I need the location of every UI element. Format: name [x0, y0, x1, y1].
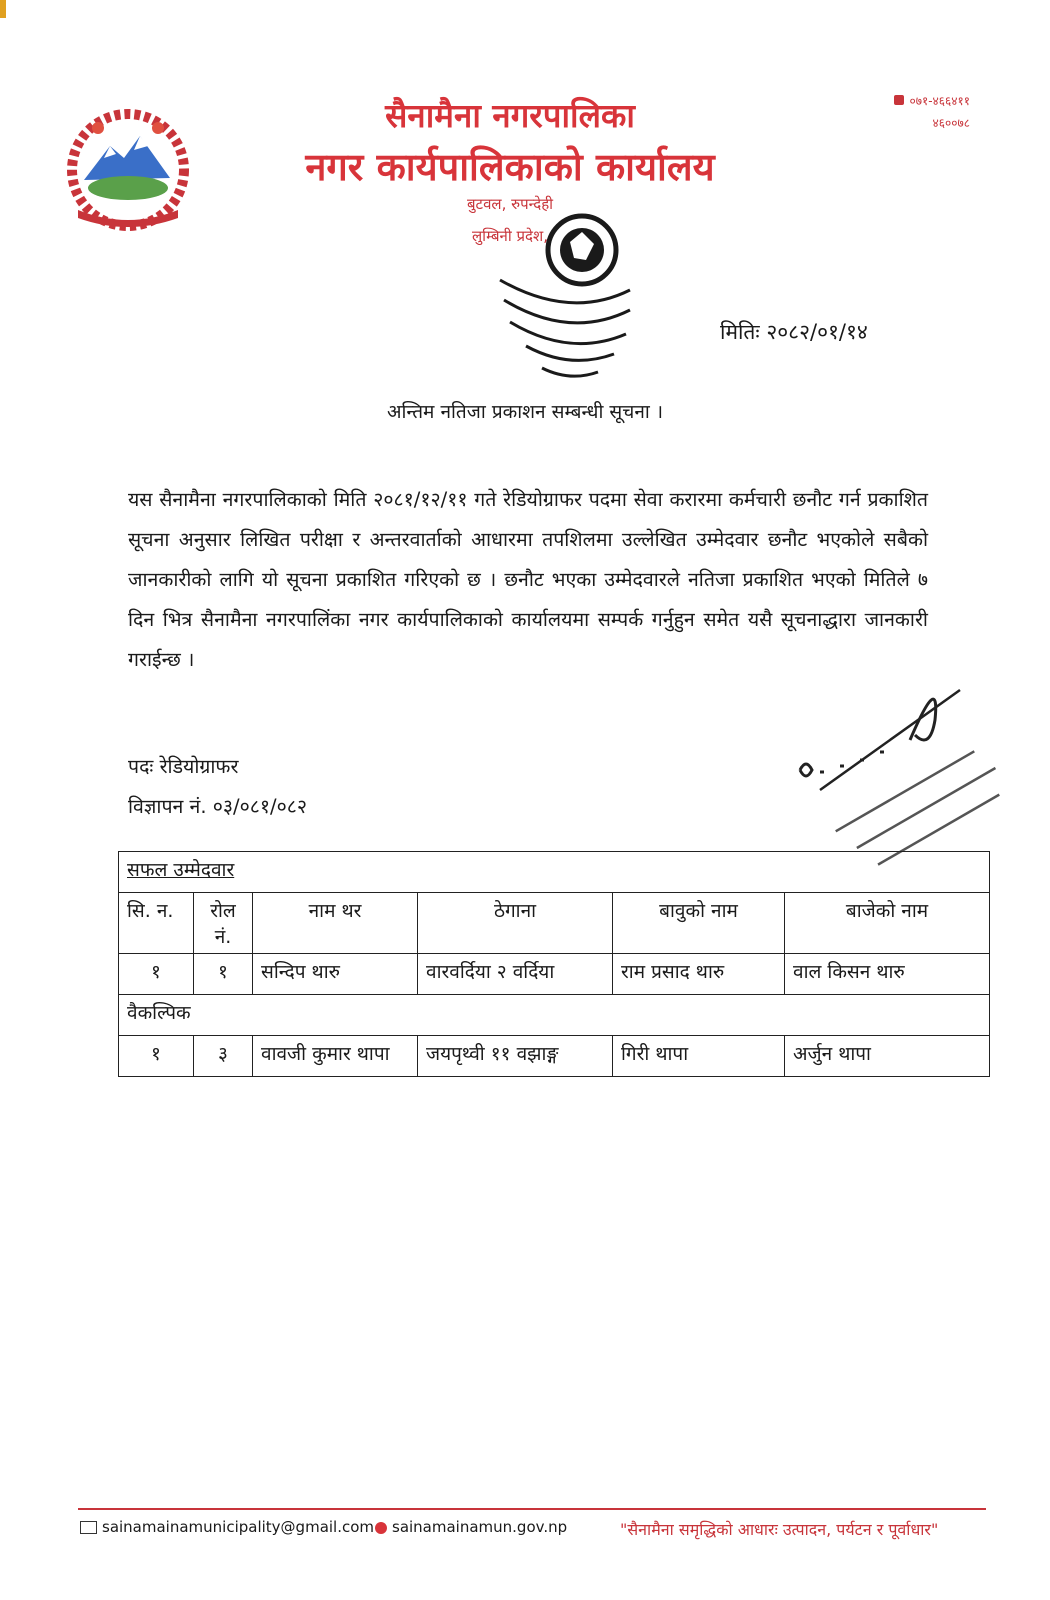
cell-grandfather-name: अर्जुन थापा [785, 1036, 990, 1077]
cell-address: जयपृथ्वी ११ वझाङ्ग [418, 1036, 613, 1077]
cell-grandfather-name: वाल किसन थारु [785, 954, 990, 995]
footer-slogan: "सैनामैना समृद्धिको आधारः उत्पादन, पर्यटन र पूर्वाधार" [620, 1520, 939, 1539]
post-name: पदः रेडियोग्राफर [128, 755, 239, 778]
phone-block [820, 90, 970, 134]
footer-divider [78, 1508, 986, 1510]
advertisement-number: विज्ञापन नं. ०३/०८१/०८२ [128, 795, 308, 818]
cell-name: सन्दिप थारु [253, 954, 418, 995]
header-serial: सि. न. [119, 893, 194, 954]
header-address: ठेगाना [418, 893, 613, 954]
success-title-text: सफल उम्मेदवार [127, 859, 235, 881]
office-name: नगर कार्यपालिकाको कार्यालय [305, 144, 715, 189]
globe-icon [375, 1522, 387, 1534]
phone-number-1: ०७१-४६६४११ [909, 94, 970, 108]
header-name: नाम थर [253, 893, 418, 954]
officer-signature [790, 680, 1000, 880]
alternate-section-title: वैकल्पिक [119, 995, 990, 1036]
table-header-row [119, 893, 990, 954]
address-line-1: बुटवल, रुपन्देही [466, 195, 554, 213]
nepal-emblem-logo [58, 98, 198, 238]
municipality-name: सैनामैना नगरपालिका [385, 96, 635, 135]
phone-number-2: ४६००७८ [932, 116, 970, 130]
cell-serial: १ [119, 954, 194, 995]
footer-email[interactable] [80, 1518, 374, 1536]
website-text: sainamainamun.gov.np [392, 1518, 568, 1536]
success-section-title [119, 852, 990, 893]
table-row [119, 954, 990, 995]
header-roll: रोल नं. [194, 893, 253, 954]
cell-serial: १ [119, 1036, 194, 1077]
table-row [119, 1036, 990, 1077]
cell-father-name: गिरी थापा [613, 1036, 785, 1077]
phone-icon [894, 95, 904, 105]
header-grandfather-name: बाजेको नाम [785, 893, 990, 954]
results-table [118, 851, 990, 1077]
address-line-2: लुम्बिनी प्रदेश, [472, 227, 548, 245]
cell-name: वावजी कुमार थापा [253, 1036, 418, 1077]
cell-roll: ३ [194, 1036, 253, 1077]
cell-father-name: राम प्रसाद थारु [613, 954, 785, 995]
email-text: sainamainamunicipality@gmail.com [102, 1518, 375, 1536]
notice-subject: अन्तिम नतिजा प्रकाशन सम्बन्धी सूचना । [386, 401, 664, 423]
notice-body: यस सैनामैना नगरपालिकाको मिति २०८१/१२/११ गते रेडियोग्राफर पदमा सेवा करारमा कर्मचारी छनौट गर्न प्रकाशित सूचना अनुसार लिखित परीक्षा र अन्तरवार्ताको आधारमा तपशिलमा उल्लेखित उम्मेदवार छनौट भएकोले सबैको जानकारीको लागि यो सूचना प्रकाशित गरिएको छ । छनौट भएका उम्मेदवारले नतिजा प्रकाशित भएको मितिले ७ दिन भित्र सैनामैना नगरपालिंका नगर कार्यपालिकाको कार्यालयमा सम्पर्क गर्नुहुन समेत यसै सूचनाद्धारा जानकारी गराईन्छ । [128, 488, 928, 671]
header-father-name: बावुको नाम [613, 893, 785, 954]
mail-icon [80, 1521, 97, 1534]
cell-address: वारवर्दिया २ वर्दिया [418, 954, 613, 995]
cell-roll: १ [194, 954, 253, 995]
official-stamp [490, 210, 660, 400]
footer-website[interactable] [375, 1518, 567, 1536]
notice-date: मितिः २०८२/०१/१४ [720, 320, 868, 344]
page-edge-mark [0, 0, 6, 18]
